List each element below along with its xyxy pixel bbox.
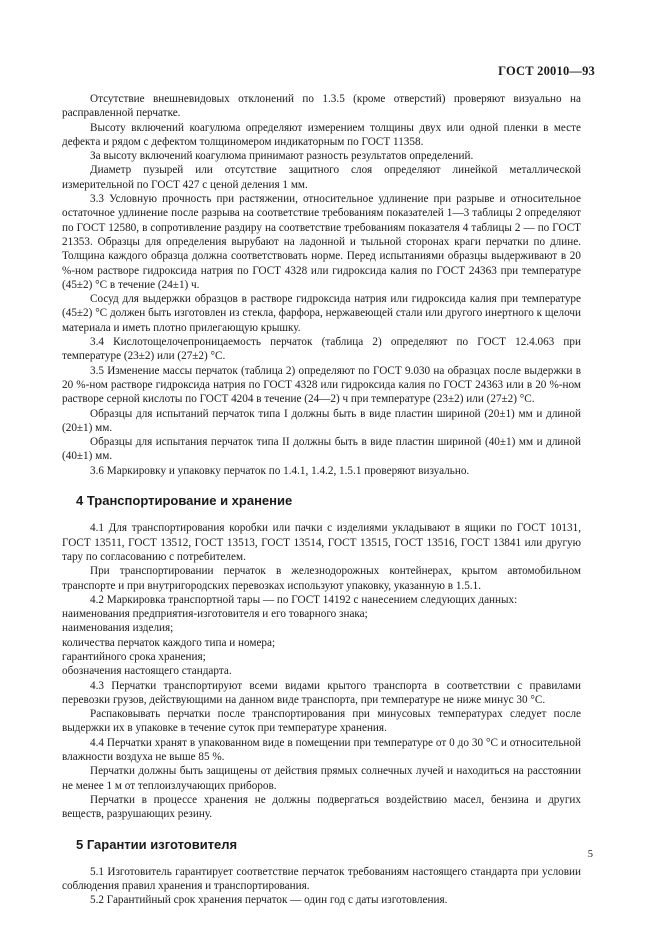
- paragraph: 5.1 Изготовитель гарантирует соответствие перчаток требованиям настоящего стандарта при условии соблюдения правил хранения и транспортирования.: [62, 865, 581, 893]
- document-body: [62, 92, 581, 908]
- list-item: обозначения настоящего стандарта.: [62, 665, 232, 678]
- paragraph: Перчатки должны быть защищены от действия прямых солнечных лучей и находиться на расстоянии не менее 1 м от теплоизлучающих приборов.: [62, 765, 581, 792]
- paragraph: Перчатки в процессе хранения не должны подвергаться воздействию масел, бензина и других веществ, разрушающих резину.: [62, 793, 581, 821]
- document-code: ГОСТ 20010—93: [498, 64, 595, 78]
- list-item: наименования изделия;: [62, 622, 174, 635]
- paragraph: 3.3 Условную прочность при растяжении, относительное удлинение при разрыве и относительное остаточное удлинение после разрыва на соответствие требованиям показателей 1—3 таблицы 2 определяют по ГОСТ 12580, в сопротивление раздиру на соответствие требованиям показателя 4 таблицы 2 — по ГОСТ 21353. Образцы для определения вырубают на ладонной и тыльной сторонах краги перчатки по длине. Толщина каждого образца должна соответствовать норме. Перед испытаниями образцы выдерживают в 20 %-ном растворе гидроксида натрия по ГОСТ 4328 или гидроксида калия по ГОСТ 24363 при температуре (45±2) °С в течение (24±1) ч.: [62, 193, 581, 291]
- paragraph: 3.5 Изменение массы перчаток (таблица 2) определяют по ГОСТ 9.030 на образцах после выдержки в 20 %-ном растворе гидроксида натрия по ГОСТ 4328 или гидроксида калия по ГОСТ 24363 или в 20 %-ном растворе серной кислоты по ГОСТ 4204 в течение (24—2) ч при температуре (23±2) или (27±2) °С.: [62, 364, 581, 406]
- paragraph: Образцы для испытаний перчаток типа I должны быть в виде пластин шириной (20±1) мм и длиной (20±1) мм.: [62, 407, 581, 434]
- paragraph: 4.1 Для транспортирования коробки или пачки с изделиями укладывают в ящики по ГОСТ 10131, ГОСТ 13511, ГОСТ 13512, ГОСТ 13513, ГОСТ 13514, ГОСТ 13515, ГОСТ 13516, ГОСТ 13841 или другую тару по согласованию с потребителем.: [62, 522, 581, 563]
- section-heading-warranty: 5 Гарантии изготовителя: [76, 836, 238, 852]
- list-item: гарантийного срока хранения;: [62, 650, 206, 663]
- paragraph: 3.4 Кислотощелочепроницаемость перчаток (таблица 2) определяют по ГОСТ 12.4.063 при температуре (23±2) или (27±2) °С.: [62, 336, 581, 363]
- paragraph: 4.4 Перчатки хранят в упакованном виде в помещении при температуре от 0 до 30 °С и относительной влажности воздуха не выше 85 %.: [62, 736, 581, 764]
- list-item: наименования предприятия-изготовителя и его товарного знака;: [62, 608, 368, 621]
- page-number: 5: [587, 849, 593, 860]
- paragraph: Сосуд для выдержки образцов в растворе гидроксида натрия или гидроксида калия при температуре (45±2) °С должен быть изготовлен из стекла, фарфора, нержавеющей стали или другого инертного к щелочи материала и иметь плотно прилегающую крышку.: [62, 293, 581, 334]
- paragraph: 5.2 Гарантийный срок хранения перчаток — один год с даты изготовления.: [90, 894, 448, 907]
- paragraph: Высоту включений коагулюма определяют измерением толщины двух или одной пленки в месте дефекта и рядом с дефектом толщиномером индикаторным по ГОСТ 11358.: [62, 121, 581, 148]
- paragraph: 4.3 Перчатки транспортируют всеми видами крытого транспорта в соответствии с правилами перевозки грузов, действующими на данном виде транспорта, при температуре не ниже минус 30 °С.: [62, 679, 581, 706]
- paragraph: 3.6 Маркировку и упаковку перчаток по 1.4.1, 1.4.2, 1.5.1 проверяют визуально.: [90, 464, 470, 477]
- list-item: количества перчаток каждого типа и номера;: [62, 636, 276, 649]
- paragraph: За высоту включений коагулюма принимают разность результатов определений.: [90, 150, 474, 163]
- paragraph: Распаковывать перчатки после транспортирования при минусовых температурах следует после выдержки их в упаковке в течение суток при температуре хранения.: [62, 708, 581, 735]
- paragraph: Диаметр пузырей или отсутствие защитного слоя определяют линейкой металлической измерительной по ГОСТ 427 с ценой деления 1 мм.: [62, 164, 581, 191]
- paragraph: Образцы для испытания перчаток типа II должны быть в виде пластин шириной (40±1) мм и длиной (40±1) мм.: [62, 436, 581, 463]
- paragraph: Отсутствие внешневидовых отклонений по 1.3.5 (кроме отверстий) проверяют визуально на расправленной перчатке.: [62, 93, 581, 120]
- paragraph: При транспортировании перчаток в железнодорожных контейнерах, крытом автомобильном транспорте и при внутригородских перевозках используют упаковку, указанную в 1.5.1.: [62, 565, 581, 592]
- paragraph: 4.2 Маркировка транспортной тары — по ГОСТ 14192 с нанесением следующих данных:: [90, 593, 518, 606]
- section-heading-transport: 4 Транспортирование и хранение: [76, 493, 293, 509]
